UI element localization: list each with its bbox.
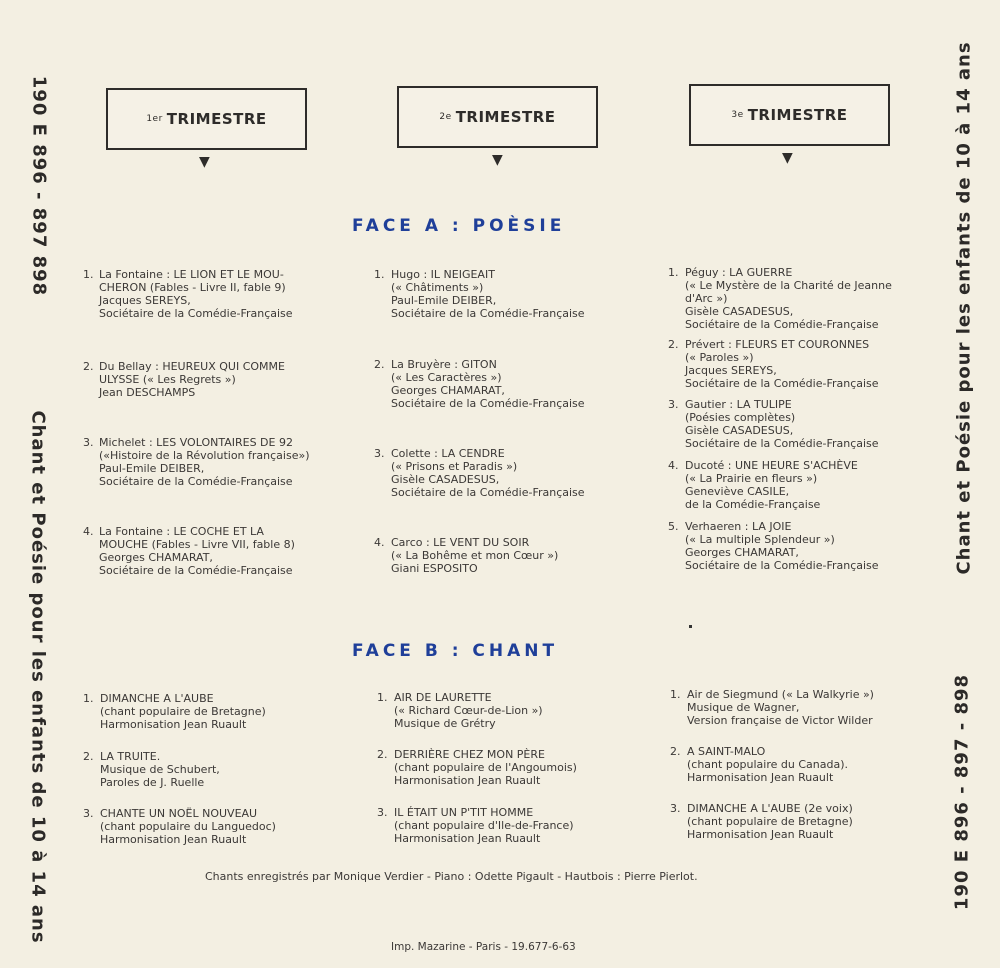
item-line: Michelet : LES VOLONTAIRES DE 92: [99, 436, 293, 449]
item-number: 1.: [83, 692, 94, 705]
item-line: DIMANCHE A L'AUBE: [100, 692, 214, 705]
trimester-1-box: [106, 88, 307, 150]
item-number: 2.: [83, 360, 94, 373]
item-line: Georges CHAMARAT,: [391, 384, 505, 397]
item-line: (Poésies complètes): [685, 411, 796, 424]
item-line: Paul-Emile DEIBER,: [391, 294, 497, 307]
item-line: (chant populaire de Bretagne): [100, 705, 266, 718]
item-line: Jacques SEREYS,: [99, 294, 191, 307]
item-line: Ducoté : UNE HEURE S'ACHÈVE: [685, 459, 858, 472]
item-number: 2.: [374, 358, 385, 371]
item-line: IL ÉTAIT UN P'TIT HOMME: [394, 806, 534, 819]
item-line: Georges CHAMARAT,: [685, 546, 799, 559]
item-line: Harmonisation Jean Ruault: [394, 774, 541, 787]
item-line: Carco : LE VENT DU SOIR: [391, 536, 530, 549]
item-line: Du Bellay : HEUREUX QUI COMME: [99, 360, 285, 373]
item-line: Version française de Victor Wilder: [687, 714, 873, 727]
item-number: 1.: [668, 266, 679, 279]
recording-credits: Chants enregistrés par Monique Verdier - Piano : Odette Pigault - Hautbois : Pierre Pierlot.: [205, 870, 698, 883]
item-line: Gautier : LA TULIPE: [685, 398, 792, 411]
face-b-title: FACE B : CHANT: [352, 641, 559, 661]
item-line: ULYSSE (« Les Regrets »): [99, 373, 236, 386]
item-line: Gisèle CASADESUS,: [685, 305, 794, 318]
item-line: Musique de Wagner,: [687, 701, 800, 714]
item-number: 4.: [374, 536, 385, 549]
item-line: (« Richard Cœur-de-Lion »): [394, 704, 543, 717]
item-number: 3.: [377, 806, 388, 819]
item-number: 2.: [670, 745, 681, 758]
item-line: Sociétaire de la Comédie-Française: [685, 377, 879, 390]
item-number: 1.: [670, 688, 681, 701]
print-speck: [689, 625, 692, 628]
trimester-3-ordinal: 3e: [731, 110, 744, 120]
item-line: de la Comédie-Française: [685, 498, 821, 511]
item-number: 3.: [668, 398, 679, 411]
item-line: Giani ESPOSITO: [391, 562, 478, 575]
item-number: 1.: [83, 268, 94, 281]
item-line: d'Arc »): [685, 292, 728, 305]
item-line: DIMANCHE A L'AUBE (2e voix): [687, 802, 853, 815]
item-line: Gisèle CASADESUS,: [391, 473, 500, 486]
item-line: Georges CHAMARAT,: [99, 551, 213, 564]
item-number: 1.: [377, 691, 388, 704]
item-number: 5.: [668, 520, 679, 533]
trimester-2-box: [397, 86, 598, 148]
down-arrow-icon: ▼: [492, 152, 503, 168]
item-line: (chant populaire du Languedoc): [100, 820, 276, 833]
item-number: 2.: [83, 750, 94, 763]
item-number: 1.: [374, 268, 385, 281]
trimester-1-ordinal: 1er: [146, 114, 163, 124]
item-line: LA TRUITE.: [100, 750, 161, 763]
item-number: 2.: [377, 748, 388, 761]
item-line: (chant populaire d'Ile-de-France): [394, 819, 574, 832]
item-line: AIR DE LAURETTE: [394, 691, 492, 704]
face-a-title: FACE A : POÈSIE: [352, 216, 566, 236]
trimester-3-box: [689, 84, 890, 146]
item-line: («Histoire de la Révolution française»): [99, 449, 310, 462]
trimester-2-label: TRIMESTRE: [455, 108, 556, 126]
catalog-number-left: 190 E 896 - 897 898: [28, 75, 50, 297]
trimester-2-ordinal: 2e: [439, 112, 452, 122]
item-line: (« Châtiments »): [391, 281, 484, 294]
item-line: Harmonisation Jean Ruault: [100, 833, 247, 846]
item-line: MOUCHE (Fables - Livre VII, fable 8): [99, 538, 295, 551]
item-line: Musique de Grétry: [394, 717, 496, 730]
item-number: 3.: [670, 802, 681, 815]
catalog-number-right: 190 E 896 - 897 - 898: [951, 673, 973, 911]
item-line: (chant populaire de l'Angoumois): [394, 761, 577, 774]
album-title-right: Chant et Poésie pour les enfants de 10 à 14 ans: [953, 41, 975, 575]
item-line: Péguy : LA GUERRE: [685, 266, 793, 279]
item-number: 4.: [83, 525, 94, 538]
item-line: Sociétaire de la Comédie-Française: [685, 437, 879, 450]
item-line: Paul-Emile DEIBER,: [99, 462, 205, 475]
item-line: La Fontaine : LE COCHE ET LA: [99, 525, 264, 538]
item-line: Harmonisation Jean Ruault: [687, 828, 834, 841]
trimester-1-label: TRIMESTRE: [166, 110, 267, 128]
item-line: Paroles de J. Ruelle: [100, 776, 205, 789]
item-number: 2.: [668, 338, 679, 351]
item-line: La Fontaine : LE LION ET LE MOU-: [99, 268, 284, 281]
item-line: (« La multiple Splendeur »): [685, 533, 835, 546]
item-number: 3.: [83, 807, 94, 820]
item-line: Sociétaire de la Comédie-Française: [99, 307, 293, 320]
item-line: Colette : LA CENDRE: [391, 447, 505, 460]
item-line: Sociétaire de la Comédie-Française: [99, 564, 293, 577]
item-line: CHANTE UN NOËL NOUVEAU: [100, 807, 258, 820]
item-line: (chant populaire de Bretagne): [687, 815, 853, 828]
item-number: 4.: [668, 459, 679, 472]
item-line: A SAINT-MALO: [687, 745, 766, 758]
down-arrow-icon: ▼: [782, 150, 793, 166]
item-line: (« La Prairie en fleurs »): [685, 472, 818, 485]
item-number: 3.: [83, 436, 94, 449]
item-line: Harmonisation Jean Ruault: [394, 832, 541, 845]
item-line: Hugo : IL NEIGEAIT: [391, 268, 495, 281]
item-line: Sociétaire de la Comédie-Française: [685, 318, 879, 331]
item-line: (« La Bohême et mon Cœur »): [391, 549, 559, 562]
item-line: Sociétaire de la Comédie-Française: [685, 559, 879, 572]
item-line: Air de Siegmund (« La Walkyrie »): [687, 688, 874, 701]
item-line: Harmonisation Jean Ruault: [687, 771, 834, 784]
item-line: CHERON (Fables - Livre II, fable 9): [99, 281, 286, 294]
item-line: Prévert : FLEURS ET COURONNES: [685, 338, 870, 351]
item-line: Verhaeren : LA JOIE: [685, 520, 792, 533]
item-line: (chant populaire du Canada).: [687, 758, 848, 771]
item-line: Jacques SEREYS,: [685, 364, 777, 377]
item-line: Sociétaire de la Comédie-Française: [391, 307, 585, 320]
item-line: Sociétaire de la Comédie-Française: [391, 397, 585, 410]
item-line: Harmonisation Jean Ruault: [100, 718, 247, 731]
item-line: Musique de Schubert,: [100, 763, 220, 776]
item-line: Geneviève CASILE,: [685, 485, 790, 498]
item-line: (« Le Mystère de la Charité de Jeanne: [685, 279, 892, 292]
item-line: Gisèle CASADESUS,: [685, 424, 794, 437]
item-line: (« Prisons et Paradis »): [391, 460, 518, 473]
down-arrow-icon: ▼: [199, 154, 210, 170]
item-line: La Bruyère : GITON: [391, 358, 497, 371]
item-number: 3.: [374, 447, 385, 460]
item-line: Sociétaire de la Comédie-Française: [391, 486, 585, 499]
trimester-3-label: TRIMESTRE: [747, 106, 848, 124]
item-line: DERRIÈRE CHEZ MON PÈRE: [394, 748, 545, 761]
item-line: Sociétaire de la Comédie-Française: [99, 475, 293, 488]
printer-imprint: Imp. Mazarine - Paris - 19.677-6-63: [391, 941, 576, 953]
item-line: (« Les Caractères »): [391, 371, 502, 384]
item-line: (« Paroles »): [685, 351, 754, 364]
item-line: Jean DESCHAMPS: [99, 386, 196, 399]
album-title-left: Chant et Poésie pour les enfants de 10 à 14 ans: [27, 410, 49, 944]
